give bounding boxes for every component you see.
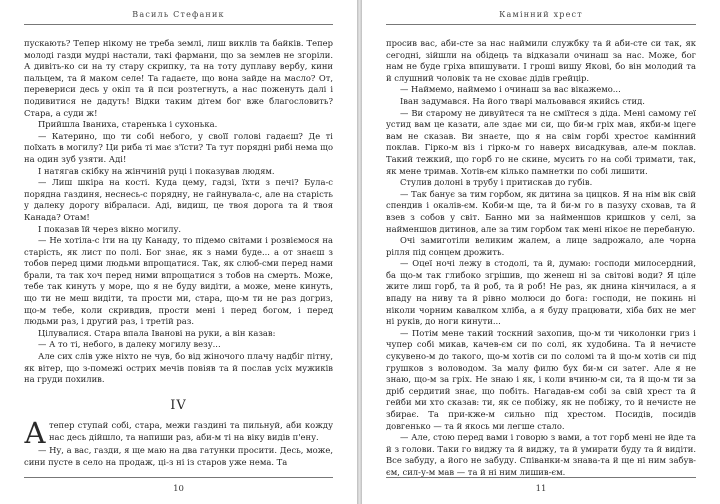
- paragraph: — Лиш шкіра на кості. Куда цему, гадзі, їхти з печі? Була-с порядна газдиня, неснесь-с порядну, не гайнувала-с, але на старість у далеку дорогу вібралаcи. Аді, видиш, це твоя дорога та й твоя Канада? Отам!: [24, 177, 333, 222]
- paragraph: просив вас, аби-сте за нас наймили службку та й аби-сте си так, як сегодні, зійшли на обідець та відказали очинаш за нас. Може, бог нам не буде гріха впишувати. І гроші вишу Якові, бо він молодий та й слушний чоловік та не сховає дідів грейцір.: [386, 38, 696, 83]
- paragraph: пускають? Тепер нікому не треба землі, лиш виклів та байків. Тепер молоді газди мудрі настали, такі фармани, що за землев не згоріли. А дивіть-ко си на ту стару скрипку, та на тоту дуплаву вербу, кини пальцем, та й маком селе! Та гадаєте, що вона зайде на масло? От, перевериси десь у окіп та й пси розтегнуть, а нас поженуть далі і подивитися не дадуть! Відки таким дітем бог вже благословить? Стара, а суди ж!: [24, 38, 333, 118]
- left-page-text: [24, 38, 333, 469]
- paragraph: тепер ступай собі, стара, межи газдині та пильнуй, аби кожду нас десь дійшло, та напиши раз, аби-м ті на віку видів п'ену.: [48, 420, 333, 442]
- right-page-text: [386, 38, 696, 479]
- paragraph: Цілувалися. Стара впала Іванові на руки, а він казав:: [38, 327, 276, 338]
- paragraph: — Ну, а вас, газди, я ще маю на два гатунки просити. Десь, може, сини пусте в село на продаж, ці-з ні із старов уже нема. Та: [24, 445, 333, 467]
- header-rule: [386, 24, 696, 25]
- page-number: 10: [173, 484, 184, 494]
- running-head-title: Камінний хрест: [499, 10, 583, 19]
- paragraph: — Оцеї ночі лежу в стодолі, та й, думаю: господи милосердний, ба що-м так глибоко згрішив, що женеш ні за світові води? Я ціле жите лиш горб, та й роб, та й роб! Не раз, як днина кінчилася, а я впаду на ниву та й рівно молюси до бога: господи, не покинь ні ніколи чорним кавалком хліба, а я буду працювати, хіба бих не мег ні руків, до ноги кинути...: [386, 258, 696, 327]
- paragraph: Іван задумався. На його тварі мальовався якийсь стид.: [400, 95, 645, 106]
- paragraph: Очі замиготіли великим жалем, а лице задрожало, але чорна рілля під сонцем дрожить.: [386, 235, 696, 257]
- right-page: [362, 0, 720, 504]
- paragraph: Прийшла Іваниха, старенька і сухонька.: [38, 119, 218, 130]
- footer-rule: [24, 477, 333, 478]
- paragraph: — Наймемо, наймемо і очинаш за вас вікажемо...: [400, 84, 621, 95]
- paragraph: — Ви старому не дивуйтеся та не сміїтеся з діда. Мені самому геї устид вам це казати, але здає ми си, що би-м гріх мав, якби-м іцеге вам не сказав. Ви знаєте, що я на свім горбі хрестоє камінний поклав. Гірко-м віз і гірко-м го наверх висадкував, але-м поклав. Такий тежкий, що горб го не скине, мусить го на собі тримати, так, як мене тримав. Хотів-єм кілько памнетки по собі лишити.: [386, 107, 696, 176]
- paragraph: Але сих слів уже ніхто не чув, бо від жіночого плачу надбіг пітну, як вітер, що з-помежі остриx мечів повіяв та й послав усіх мужиків на груди похилив.: [24, 351, 333, 385]
- paragraph: — Потім мене такий тоскний захопив, що-м ти чиколонки гриз і чупер собі микав, качев-єм си по солі, як худобина. Та й нечисте сукувено-м до такого, що-м хотів си по соломі та й що-м хотів си під грушков з воловодом. За малу филю бух би-м си затег. Але я не знаю, що-м за гріх. Не знаю і як, і коли вчиню-м си, та й що-м ти за дріб сердитий знає, що побіть. Нагадав-єм собі за свій хрест та й гейби ми хто сказав: ти, як се побіжу, як не побіжу, то й нечисте не збирає. Та при-кже-м сильно під хрестом. Посидів, посидів довгенько — та й якось ми легше стало.: [386, 327, 696, 431]
- left-page: [0, 0, 357, 504]
- paragraph: — Так банує за тим горбом, як дитина за цицков. Я на нім вік свій спендив і окалів-єм. Коби-м ще, та й би-м го в пазуху сховав, та й взев з собов у світ. Банно ми за найменшов кришков у селі, за найменшов дитинов, але за тим горбом так мені нікоє не перебаную.: [386, 188, 696, 234]
- page-number: 11: [535, 484, 547, 494]
- paragraph: — Не хотіла-с іти на цу Канаду, то підемо світами і розвіємося на старість, як лист по полі. Бог знає, як з нами буде... а от знаєш з тобов перед цими людьми впрощатися. Так, як слюб-сми перед нами брали, та так хоч перед ними впрощатися з тобов на смерть. Може, тебе так кинуть у море, що я не буду видіти, а може, мене кинуть, що ти не меш видіти, та прости ми, стара, що-м ти не раз догриз, що-м тебе, коли скривдив, прости мені і перед богом, і перед людьми раз, і другий раз, і третій раз.: [24, 235, 333, 327]
- paragraph: І показав їй через вікно могилу.: [38, 223, 182, 234]
- paragraph: — Катерино, що ти собі небого, у своїї голові гадаєш? Де ті поїхать в могилу? Ци риба ті має з'їсти? Та тут порядні рибі нема що на один зуб узяти. Аді!: [24, 130, 333, 164]
- paragraph: — А то ті, небого, в далеку могилу везу...: [38, 339, 221, 350]
- section-title: IV: [170, 397, 187, 413]
- paragraph: — Але, стою перед вами і говорю з вами, а тот горб мені не йде та й з голови. Таки го виджу та й виджу, та й умирати буду та й видіти. Все забуду, а його не забуду. Співанки-м знава-та й ще ні ним забув-єм, сил-у-м мав — та й ні ним лишив-єм.: [386, 432, 696, 477]
- paragraph: І натягав скібку на жінчиній руці і показував людям.: [38, 165, 275, 176]
- header-rule: [24, 24, 333, 25]
- paragraph: Стулив долоні в трубу і притискав до губів.: [400, 177, 593, 188]
- running-head-author: Василь Стефаник: [132, 10, 225, 19]
- dropcap-letter: А: [24, 420, 46, 446]
- footer-rule: [386, 477, 696, 478]
- dropcap-paragraph: [24, 420, 333, 445]
